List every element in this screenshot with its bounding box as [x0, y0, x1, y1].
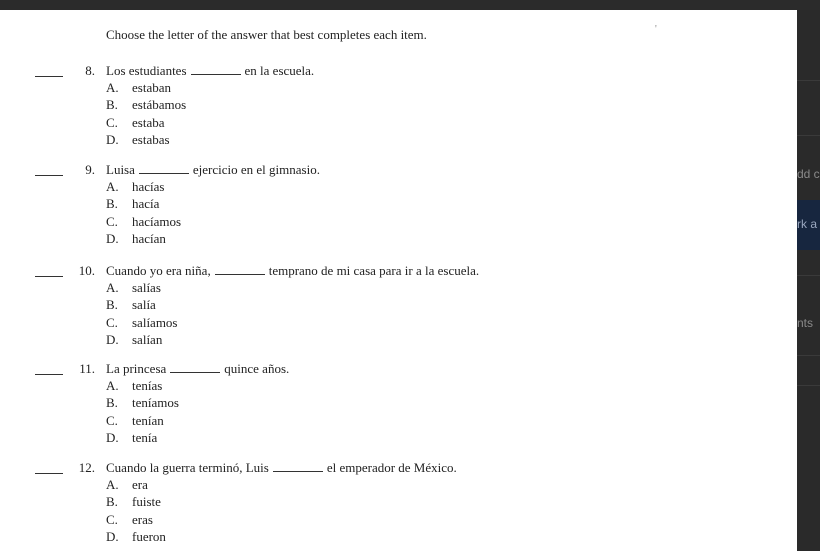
- option-b: B. teníamos: [106, 395, 179, 410]
- stem-after: quince años.: [224, 361, 290, 376]
- question-number: 9.: [85, 162, 95, 177]
- question-stem: [106, 63, 314, 79]
- question-stem: [106, 460, 457, 476]
- panel-divider: [797, 80, 820, 81]
- stem-blank: [139, 163, 189, 174]
- instruction-text: Choose the letter of the answer that best completes each item.: [106, 27, 427, 42]
- stem-after: el emperador de México.: [326, 460, 457, 475]
- stem-before: Cuando yo era niña,: [106, 263, 211, 278]
- answer-blank[interactable]: [35, 276, 63, 277]
- stem-after: ejercicio en el gimnasio.: [192, 162, 320, 177]
- panel-peek-text[interactable]: dd c: [797, 167, 820, 181]
- panel-divider: [797, 135, 820, 136]
- stem-before: Cuando la guerra terminó, Luis: [106, 460, 269, 475]
- option-c: C. estaba: [106, 115, 165, 130]
- option-d: D. fueron: [106, 529, 166, 544]
- question-number: 8.: [85, 63, 95, 78]
- stray-mark: ': [655, 24, 657, 35]
- top-bar: [0, 0, 820, 10]
- option-d: D. hacían: [106, 231, 166, 246]
- question-number: 11.: [79, 361, 95, 376]
- option-d: D. salían: [106, 332, 163, 347]
- panel-primary-button-label: rk a: [797, 217, 818, 231]
- option-a: A. tenías: [106, 378, 163, 393]
- panel-peek-text[interactable]: nts: [797, 316, 814, 330]
- panel-divider: [797, 385, 820, 386]
- option-a: A. hacías: [106, 179, 165, 194]
- stem-before: Luisa: [106, 162, 135, 177]
- option-b: B. estábamos: [106, 97, 187, 112]
- option-b: B. salía: [106, 297, 156, 312]
- option-a: A. era: [106, 477, 148, 492]
- stem-blank: [170, 362, 220, 373]
- panel-divider: [797, 275, 820, 276]
- stem-after: en la escuela.: [244, 63, 315, 78]
- answer-blank[interactable]: [35, 374, 63, 375]
- stem-blank: [215, 264, 265, 275]
- answer-blank[interactable]: [35, 473, 63, 474]
- panel-divider: [797, 355, 820, 356]
- stem-before: Los estudiantes: [106, 63, 187, 78]
- question-number: 12.: [78, 460, 95, 475]
- option-c: C. eras: [106, 512, 153, 527]
- option-d: D. tenía: [106, 430, 158, 445]
- option-a: A. salías: [106, 280, 161, 295]
- answer-blank[interactable]: [35, 76, 63, 77]
- option-c: C. salíamos: [106, 315, 178, 330]
- question-stem: [106, 162, 320, 178]
- question-number: 10.: [78, 263, 95, 278]
- side-panel: [797, 10, 820, 551]
- option-a: A. estaban: [106, 80, 171, 95]
- stem-blank: [191, 64, 241, 75]
- answer-blank[interactable]: [35, 175, 63, 176]
- stem-blank: [273, 461, 323, 472]
- option-b: B. hacía: [106, 196, 160, 211]
- stem-before: La princesa: [106, 361, 167, 376]
- option-d: D. estabas: [106, 132, 170, 147]
- stem-after: temprano de mi casa para ir a la escuela.: [268, 263, 480, 278]
- question-stem: [106, 361, 289, 377]
- option-c: C. hacíamos: [106, 214, 182, 229]
- option-c: C. tenían: [106, 413, 164, 428]
- question-stem: [106, 263, 479, 279]
- option-b: B. fuiste: [106, 494, 161, 509]
- worksheet-page: [0, 10, 797, 551]
